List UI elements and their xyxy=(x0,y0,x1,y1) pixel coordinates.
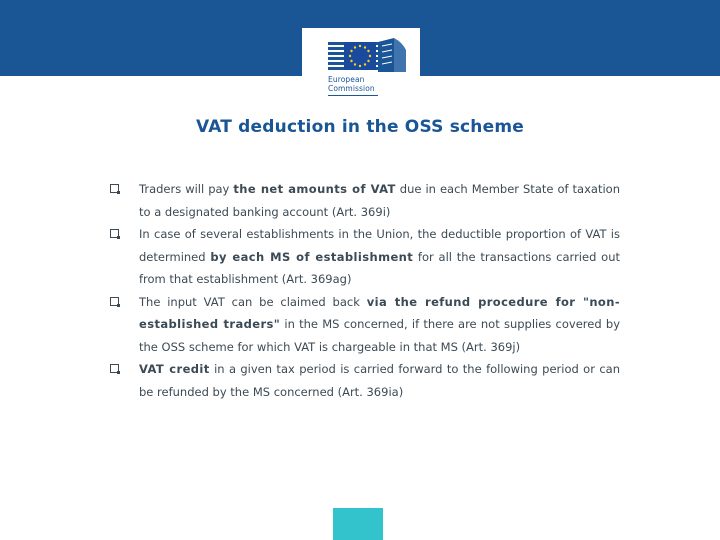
text-segment-bold: by each MS of establishment xyxy=(210,249,414,264)
slide-title: VAT deduction in the OSS scheme xyxy=(196,117,524,137)
text-segment: in a given tax period is carried forward to the following period or can be refunded by the MS concerned (Art. 369ia) xyxy=(139,362,620,399)
text-segment: in the MS concerned, if there are not supplies covered by the OSS scheme for which VAT is chargeable in that MS (Art. 369j) xyxy=(139,317,620,354)
text-segment: due in each Member State of taxation to a designated banking account (Art. 369i) xyxy=(139,182,620,219)
text-segment: Traders will pay xyxy=(139,182,234,196)
bullet-text xyxy=(139,223,620,291)
bullet-text xyxy=(139,291,620,359)
checkbox-bullet-icon xyxy=(110,184,119,193)
text-segment-bold: via the refund procedure for "non-established traders" xyxy=(139,294,620,331)
checkbox-bullet-icon xyxy=(110,229,119,238)
bullet-text xyxy=(139,358,620,403)
logo-line-1: European xyxy=(328,75,365,84)
page-footer-tab xyxy=(333,508,383,540)
text-segment-bold: VAT credit xyxy=(139,362,210,376)
bullet-text xyxy=(139,178,620,223)
bullet-item xyxy=(110,358,620,403)
checkbox-bullet-icon xyxy=(110,297,119,306)
logo-underline xyxy=(328,95,378,96)
bullet-item xyxy=(110,223,620,291)
text-segment: The input VAT can be claimed back xyxy=(139,294,367,309)
bullet-item xyxy=(110,291,620,359)
checkbox-bullet-icon xyxy=(110,364,119,373)
bullet-item xyxy=(110,178,620,223)
bullet-list xyxy=(110,178,620,403)
text-segment-bold: the net amounts of VAT xyxy=(233,182,396,196)
logo-wordmark xyxy=(328,75,375,93)
european-commission-logo xyxy=(302,28,420,100)
logo-line-2: Commission xyxy=(328,84,375,93)
text-segment: In case of several establishments in the Union, the deductible proportion of VAT is determined xyxy=(139,227,620,264)
text-segment: for all the transactions carried out from that establishment (Art. 369ag) xyxy=(139,249,620,286)
